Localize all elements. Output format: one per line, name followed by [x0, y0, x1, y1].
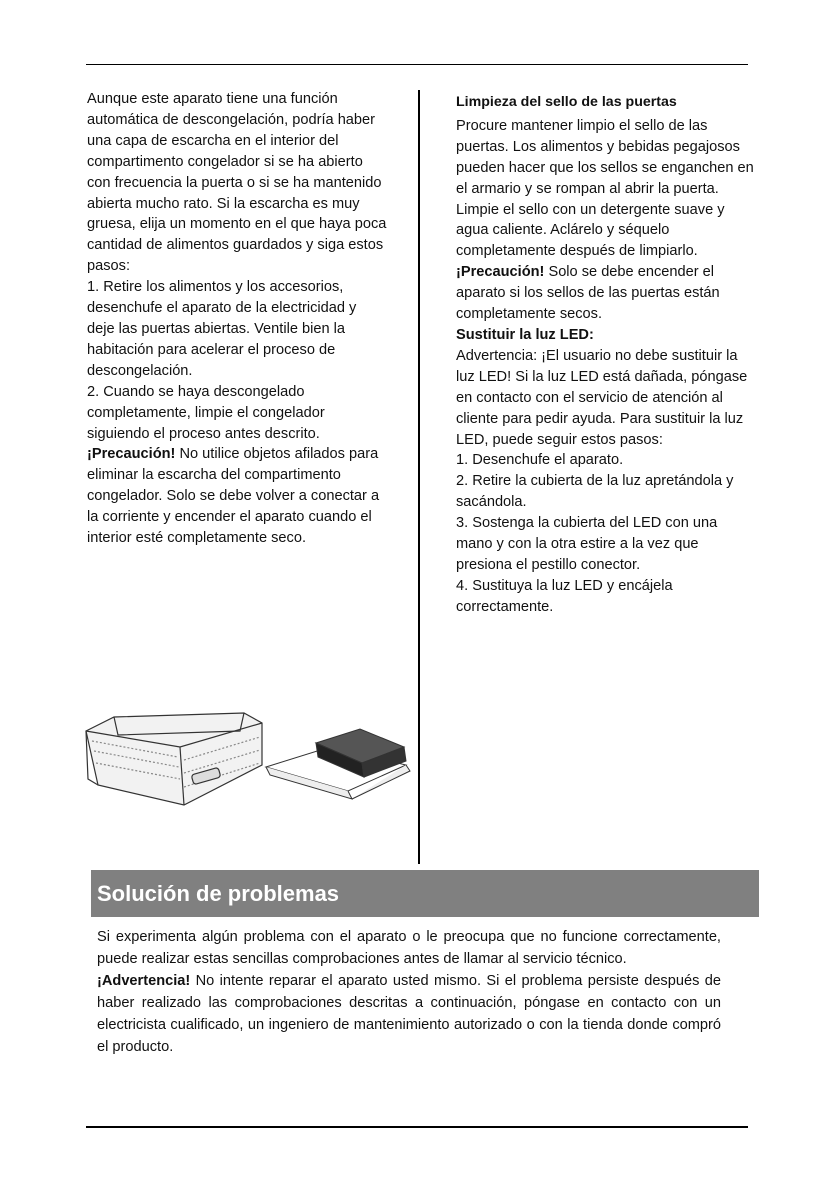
seal-caution — [456, 262, 756, 325]
left-column — [87, 89, 387, 549]
caution-text: No utilice objetos afilados para eliminar la escarcha del compartimento congelador. Solo se debe volver a conectar a la corriente y encender el aparato cuando el interior esté completamente seco. — [87, 446, 380, 547]
caution-label: ¡Precaución! — [87, 446, 176, 463]
section-banner — [91, 870, 759, 917]
led-step-2: 2. Retire la cubierta de la luz apretándola y sacándola. — [456, 473, 734, 511]
troubleshooting-intro — [97, 926, 721, 1058]
led-step-1: 1. Desenchufe el aparato. — [456, 452, 624, 469]
led-step-4: 4. Sustituya la luz LED y encájela correctamente. — [456, 577, 673, 615]
warning-text: No intente reparar el aparato usted mismo. Si el problema persiste después de haber realizado las comprobaciones descritas a continuación, póngase en contacto con un electricista cualificado, un ingeniero de mantenimiento autorizado o con la tienda donde compró el producto. — [97, 973, 721, 1055]
section-title: Solución de problemas — [97, 881, 340, 906]
seal-heading: Limpieza del sello de las puertas — [456, 94, 677, 110]
filter-pad-illustration — [266, 729, 410, 799]
column-divider — [418, 90, 420, 864]
intro-text: Si experimenta algún problema con el aparato o le preocupa que no funcione correctamente, puede realizar estas sencillas comprobaciones antes de llamar al servicio técnico. — [97, 929, 721, 967]
defrost-step-1: 1. Retire los alimentos y los accesorios, desenchufe el aparato de la electricidad y deje las puertas abiertas. Ventile bien la habitación para acelerar el proceso de descongelación. — [87, 279, 357, 379]
led-heading: Sustituir la luz LED: — [456, 326, 594, 343]
intro-warning — [97, 970, 721, 1058]
led-warning: Advertencia: ¡El usuario no debe sustituir la luz LED! Si la luz LED está dañada, póngase en contacto con el servicio de atención al cliente para pedir ayuda. Para sustituir la luz LED, puede seguir estos pasos: — [456, 347, 748, 448]
caution-text: Solo se debe encender el aparato si los sellos de las puertas están completamente secos. — [456, 264, 720, 323]
illustrations — [84, 705, 414, 815]
warning-label: ¡Advertencia! — [97, 973, 191, 989]
freezer-drawer-illustration — [86, 713, 262, 805]
seal-text: Procure mantener limpio el sello de las puertas. Los alimentos y bebidas pegajosos pueden hacer que los sellos se enganchen en el armario y se rompan al abrir la puerta. Limpie el sello con un detergente suave y agua caliente. Aclárelo y séquelo completamente después de limpiarlo. — [456, 117, 754, 260]
defrost-intro: Aunque este aparato tiene una función automática de descongelación, podría haber una capa de escarcha en el interior del compartimento congelador si se ha abierto con frecuencia la puerta o si se ha mantenido abierta mucho rato. Si la escarcha es muy gruesa, elija un momento en el que haya poca cantidad de alimentos guardados y siga estos pasos: — [87, 91, 387, 275]
caution-label: ¡Precaución! — [456, 264, 545, 281]
right-column — [456, 92, 756, 618]
defrost-caution — [87, 444, 387, 549]
top-rule — [86, 64, 748, 65]
defrost-step-2: 2. Cuando se haya descongelado completamente, limpie el congelador siguiendo el proceso antes descrito. — [87, 383, 325, 442]
led-step-3: 3. Sostenga la cubierta del LED con una mano y con la otra estire a la vez que presiona el pestillo conector. — [456, 515, 718, 573]
bottom-rule — [86, 1126, 748, 1128]
